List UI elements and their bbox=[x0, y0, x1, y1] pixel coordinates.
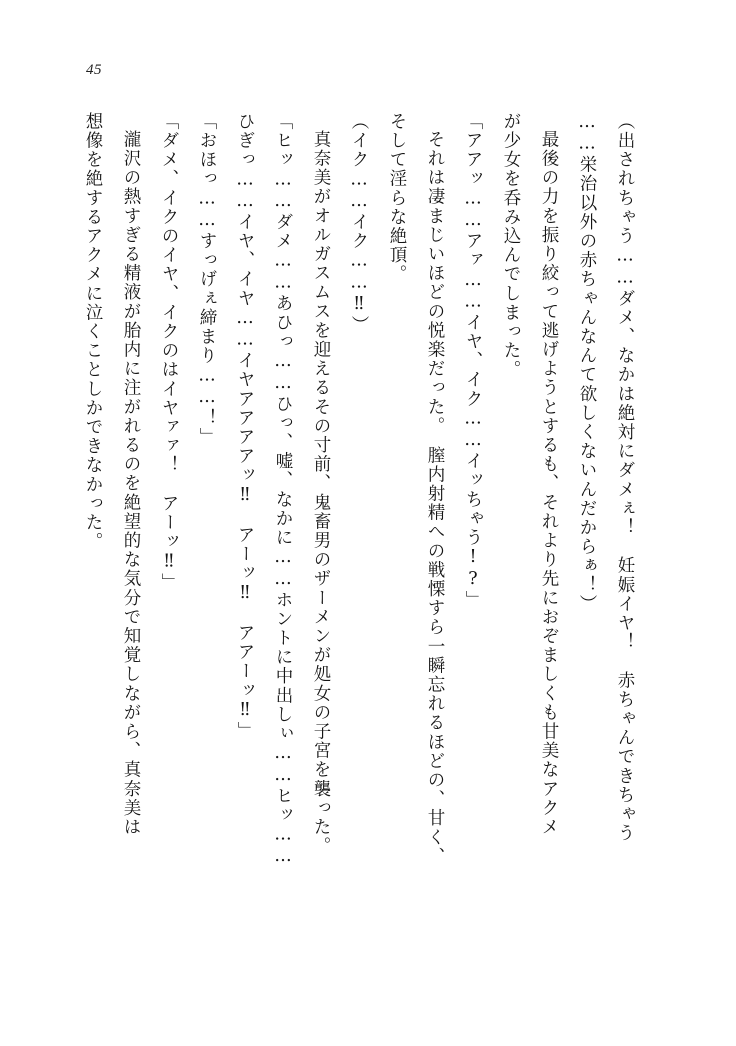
text-line: 真奈美がオルガスムスを迎えるその寸前、鬼畜男のザーメンが処女の子宮を襲った。 bbox=[311, 130, 331, 856]
text-line: 「おほっ……すっげぇ締まり……！」 bbox=[197, 112, 217, 447]
text-line: （出されちゃう……ダメ、なかは絶対にダメぇ！ 妊娠イヤ！ 赤ちゃんできちゃう bbox=[615, 112, 635, 843]
text-line: 瀧沢の熱すぎる精液が胎内に注がれるのを絶望的な気分で知覚しながら、真奈美は bbox=[121, 130, 141, 837]
text-line: 最後の力を振り絞って逃げようとするも、それより先におぞましくも甘美なアクメ bbox=[539, 130, 559, 837]
text-line: 想像を絶するアクメに泣くことしかできなかった。 bbox=[83, 112, 103, 552]
vertical-text-body bbox=[83, 112, 644, 976]
text-line: ひぎっ……イヤ、イヤ……イヤアアアアッ‼ アーッ‼ アアーッ‼」 bbox=[235, 112, 255, 741]
text-line: が少女を呑み込んでしまった。 bbox=[501, 112, 521, 380]
text-line: ……栄治以外の赤ちゃんなんて欲しくないんだからぁ！） bbox=[577, 112, 597, 614]
text-line: それは凄まじいほどの悦楽だった。 膣内射精への戦慄すら一瞬忘れるほどの、甘く、 bbox=[425, 130, 445, 867]
text-line: そして淫らな絶頂。 bbox=[387, 112, 407, 284]
text-line: 「ダメ、イクのイヤ、イクのはイヤァァ！ アーッ‼」 bbox=[159, 112, 179, 592]
text-line: （イク……イク……‼） bbox=[349, 112, 369, 335]
page-number: 45 bbox=[86, 62, 102, 78]
text-line: 「ヒッ……ダメ……あひっ……ひっ、嘘、なかに……ホントに中出しぃ……ヒッ…… bbox=[273, 112, 293, 868]
text-line: 「アアッ……アァ……イヤ、イク……イッちゃう!?」 bbox=[463, 112, 483, 610]
